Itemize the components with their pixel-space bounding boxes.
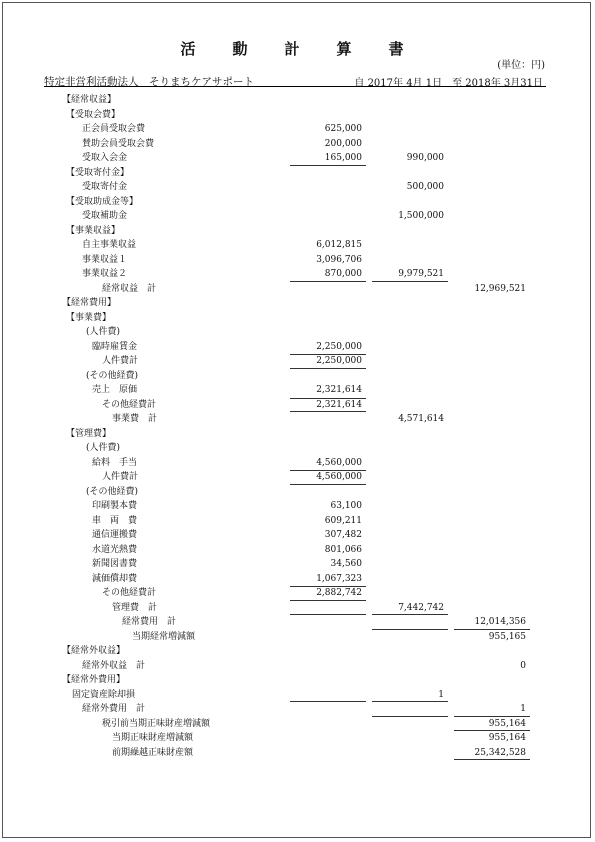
row-label: 前期繰越正味財産額 bbox=[112, 747, 194, 758]
statement-row bbox=[0, 470, 595, 485]
row-label: 【事業収益】 bbox=[66, 225, 121, 236]
row-label: 売上 原価 bbox=[92, 385, 138, 395]
row-label: 経常外収益 計 bbox=[82, 660, 146, 671]
statement-row bbox=[0, 282, 595, 297]
statement-row bbox=[0, 514, 595, 529]
statement-row bbox=[0, 325, 595, 340]
row-label: 経常収益 計 bbox=[102, 283, 157, 294]
row-label: 賛助会員受取会費 bbox=[82, 138, 155, 149]
row-label: 受取寄付金 bbox=[82, 182, 128, 192]
statement-row bbox=[0, 673, 595, 688]
amount-c3: 12,014,356 bbox=[474, 617, 526, 627]
amount-c2: 500,000 bbox=[406, 182, 444, 192]
amount-c3: 955,164 bbox=[488, 718, 526, 729]
statement-row bbox=[0, 253, 595, 268]
statement-row bbox=[0, 427, 595, 442]
row-label: 受取補助金 bbox=[82, 211, 128, 221]
row-label: 経常費用 計 bbox=[122, 617, 177, 627]
amount-c3: 1 bbox=[520, 704, 526, 714]
statement-row bbox=[0, 717, 595, 732]
organization-name: 特定非営利活動法人 そりまちケアサポート bbox=[44, 76, 254, 88]
statement-row bbox=[0, 137, 595, 152]
row-label: 通信運搬費 bbox=[92, 530, 138, 540]
statement-row bbox=[0, 340, 595, 355]
amount-c1: 625,000 bbox=[324, 124, 362, 134]
statement-row bbox=[0, 644, 595, 659]
amount-c2: 990,000 bbox=[406, 153, 444, 163]
amount-c1: 4,560,000 bbox=[316, 457, 362, 468]
row-label: 【経常外収益】 bbox=[62, 646, 126, 656]
row-label: 正会員受取会費 bbox=[82, 124, 146, 134]
statement-row bbox=[0, 615, 595, 630]
row-label: 人件費計 bbox=[102, 472, 139, 482]
statement-body bbox=[0, 93, 595, 760]
row-label: 【管理費】 bbox=[66, 428, 112, 439]
amount-c1: 801,066 bbox=[324, 544, 362, 555]
row-label: 受取入会金 bbox=[82, 153, 128, 163]
row-label: 車 両 費 bbox=[92, 515, 138, 526]
amount-c1: 2,250,000 bbox=[316, 341, 362, 352]
statement-row bbox=[0, 238, 595, 253]
statement-row bbox=[0, 586, 595, 601]
amount-c1: 165,000 bbox=[324, 153, 362, 163]
amount-c3: 0 bbox=[520, 660, 526, 671]
row-label: 事業収益２ bbox=[82, 269, 128, 279]
statement-row bbox=[0, 267, 595, 282]
statement-row bbox=[0, 688, 595, 703]
amount-c1: 6,012,815 bbox=[316, 240, 362, 250]
statement-row bbox=[0, 296, 595, 311]
row-label: 事業費 計 bbox=[112, 414, 158, 424]
statement-row bbox=[0, 151, 595, 166]
statement-row bbox=[0, 180, 595, 195]
row-label: (人件費) bbox=[86, 443, 121, 453]
statement-row bbox=[0, 601, 595, 616]
amount-c1: 4,560,000 bbox=[316, 472, 362, 482]
statement-row bbox=[0, 108, 595, 123]
row-label: その他経費計 bbox=[102, 399, 157, 410]
statement-row bbox=[0, 412, 595, 427]
header-rule bbox=[44, 86, 546, 87]
row-label: 【受取助成金等】 bbox=[66, 196, 139, 207]
statement-row bbox=[0, 383, 595, 398]
row-label: 人件費計 bbox=[102, 356, 139, 366]
row-label: 当期経常増減額 bbox=[132, 631, 196, 642]
amount-c3: 12,969,521 bbox=[474, 283, 526, 294]
amount-rule bbox=[454, 759, 530, 760]
amount-c1: 2,321,614 bbox=[316, 385, 362, 395]
row-label: (人件費) bbox=[86, 327, 121, 337]
row-label: 臨時雇賃金 bbox=[92, 341, 138, 352]
unit-label: (単位：円) bbox=[497, 60, 545, 71]
amount-c1: 63,100 bbox=[330, 501, 362, 511]
amount-rule bbox=[290, 470, 366, 471]
amount-c3: 955,164 bbox=[488, 733, 526, 743]
amount-c1: 609,211 bbox=[324, 515, 362, 526]
row-label: 減価償却費 bbox=[92, 573, 138, 584]
row-label: (その他経費) bbox=[86, 486, 139, 497]
amount-c1: 2,250,000 bbox=[316, 356, 362, 366]
row-label: 経常外費用 計 bbox=[82, 704, 146, 714]
row-label: 固定資産除却損 bbox=[72, 689, 136, 700]
row-label: 【受取会費】 bbox=[66, 109, 121, 120]
row-label: 【事業費】 bbox=[66, 312, 112, 323]
row-label: 給料 手当 bbox=[92, 457, 138, 468]
document-title: 活 動 計 算 書 bbox=[180, 40, 415, 58]
amount-c1: 34,560 bbox=[330, 559, 362, 569]
statement-row bbox=[0, 398, 595, 413]
amount-c1: 2,321,614 bbox=[316, 399, 362, 410]
amount-c1: 3,096,706 bbox=[316, 254, 362, 265]
row-label: 事業収益１ bbox=[82, 254, 128, 265]
row-label: 【経常収益】 bbox=[62, 95, 117, 105]
statement-row bbox=[0, 209, 595, 224]
statement-row bbox=[0, 499, 595, 514]
statement-row bbox=[0, 311, 595, 326]
statement-row bbox=[0, 659, 595, 674]
amount-c2: 4,571,614 bbox=[398, 414, 444, 424]
amount-c2: 9,979,521 bbox=[398, 269, 444, 279]
amount-c3: 955,165 bbox=[488, 631, 526, 642]
statement-row bbox=[0, 702, 595, 717]
row-label: 【経常外費用】 bbox=[62, 675, 126, 685]
row-label: 水道光熱費 bbox=[92, 544, 138, 555]
amount-c1: 2,882,742 bbox=[316, 588, 362, 598]
row-label: 管理費 計 bbox=[112, 602, 158, 613]
amount-c2: 1,500,000 bbox=[398, 211, 444, 221]
amount-c1: 200,000 bbox=[324, 138, 362, 149]
amount-c2: 1 bbox=[438, 689, 444, 700]
statement-row bbox=[0, 630, 595, 645]
statement-row bbox=[0, 122, 595, 137]
amount-c2: 7,442,742 bbox=[398, 602, 444, 613]
statement-row bbox=[0, 731, 595, 746]
statement-row bbox=[0, 166, 595, 181]
statement-row bbox=[0, 543, 595, 558]
fiscal-period: 自 2017年 4月 1日 至 2018年 3月31日 bbox=[354, 78, 543, 89]
statement-row bbox=[0, 93, 595, 108]
statement-row bbox=[0, 195, 595, 210]
amount-c1: 307,482 bbox=[324, 530, 362, 540]
row-label: 印刷製本費 bbox=[92, 501, 138, 511]
statement-row bbox=[0, 746, 595, 761]
amount-rule bbox=[290, 354, 366, 355]
row-label: 自主事業収益 bbox=[82, 240, 137, 250]
row-label: (その他経費) bbox=[86, 370, 139, 381]
amount-rule bbox=[290, 398, 366, 399]
row-label: 税引前当期正味財産増減額 bbox=[102, 718, 211, 729]
statement-row bbox=[0, 354, 595, 369]
statement-row bbox=[0, 456, 595, 471]
row-label: 当期正味財産増減額 bbox=[112, 733, 194, 743]
amount-rule bbox=[290, 586, 366, 587]
statement-row bbox=[0, 557, 595, 572]
row-label: 【経常費用】 bbox=[62, 298, 117, 308]
row-label: その他経費計 bbox=[102, 588, 157, 598]
statement-row bbox=[0, 441, 595, 456]
statement-row bbox=[0, 485, 595, 500]
amount-c3: 25,342,528 bbox=[474, 747, 526, 758]
statement-row bbox=[0, 224, 595, 239]
amount-c1: 870,000 bbox=[324, 269, 362, 279]
row-label: 【受取寄付金】 bbox=[66, 167, 130, 178]
statement-row bbox=[0, 369, 595, 384]
statement-row bbox=[0, 528, 595, 543]
amount-c1: 1,067,323 bbox=[316, 573, 362, 584]
statement-row bbox=[0, 572, 595, 587]
row-label: 新聞図書費 bbox=[92, 559, 138, 569]
